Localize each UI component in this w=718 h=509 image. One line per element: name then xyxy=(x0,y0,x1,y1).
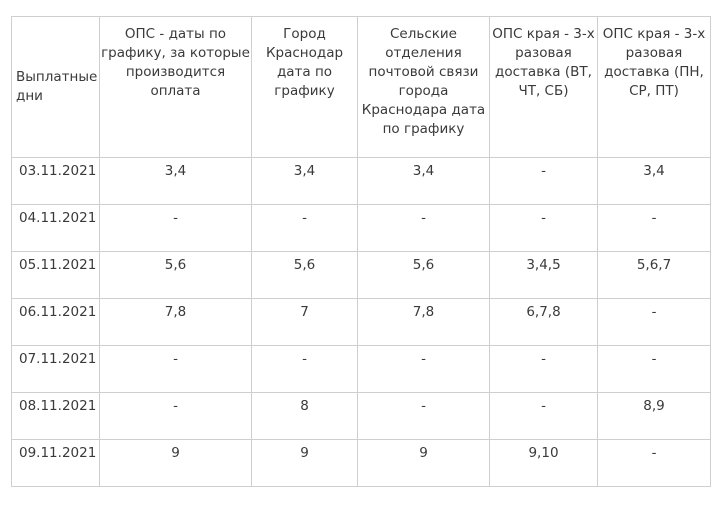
header-ops-dates: ОПС - даты по графику, за которые производится оплата xyxy=(100,17,252,158)
table-cell: - xyxy=(490,346,598,393)
table-cell: - xyxy=(598,440,711,487)
table-cell: 5,6 xyxy=(252,252,358,299)
table-row xyxy=(12,346,711,393)
table-cell: 7,8 xyxy=(100,299,252,346)
table-row xyxy=(12,252,711,299)
cell-date: 03.11.2021 xyxy=(12,158,100,205)
header-payment-days: Выплатные дни xyxy=(12,17,100,158)
table-cell: 9 xyxy=(252,440,358,487)
table-cell: - xyxy=(100,205,252,252)
cell-date: 04.11.2021 xyxy=(12,205,100,252)
table-cell: 5,6,7 xyxy=(598,252,711,299)
table-cell: - xyxy=(358,393,490,440)
table-cell: - xyxy=(490,158,598,205)
table-cell: - xyxy=(100,393,252,440)
table-cell: 8 xyxy=(252,393,358,440)
table-cell: - xyxy=(100,346,252,393)
header-rural-offices: Сельские отделения почтовой связи города Краснодара дата по графику xyxy=(358,17,490,158)
table-cell: 5,6 xyxy=(100,252,252,299)
table-row xyxy=(12,205,711,252)
table-cell: - xyxy=(490,393,598,440)
table-cell: - xyxy=(358,205,490,252)
table-cell: - xyxy=(252,346,358,393)
payment-schedule-table xyxy=(11,16,711,487)
table-cell: 3,4 xyxy=(100,158,252,205)
table-cell: 3,4 xyxy=(598,158,711,205)
cell-date: 05.11.2021 xyxy=(12,252,100,299)
table-cell: - xyxy=(598,205,711,252)
table-cell: 3,4,5 xyxy=(490,252,598,299)
table-cell: - xyxy=(490,205,598,252)
cell-date: 08.11.2021 xyxy=(12,393,100,440)
table-row xyxy=(12,158,711,205)
table-row xyxy=(12,440,711,487)
table-cell: 3,4 xyxy=(358,158,490,205)
header-region-tue-thu-sat: ОПС края - 3-х разовая доставка (ВТ, ЧТ, СБ) xyxy=(490,17,598,158)
table-cell: - xyxy=(598,299,711,346)
table-header-row xyxy=(12,17,711,158)
table-cell: 9 xyxy=(100,440,252,487)
table-cell: 8,9 xyxy=(598,393,711,440)
table-cell: - xyxy=(598,346,711,393)
cell-date: 07.11.2021 xyxy=(12,346,100,393)
table-cell: - xyxy=(252,205,358,252)
header-krasnodar-city: Город Краснодар дата по графику xyxy=(252,17,358,158)
header-region-mon-wed-fri: ОПС края - 3-х разовая доставка (ПН, СР, ПТ) xyxy=(598,17,711,158)
table-cell: 7 xyxy=(252,299,358,346)
table-cell: 6,7,8 xyxy=(490,299,598,346)
cell-date: 06.11.2021 xyxy=(12,299,100,346)
table-cell: 9 xyxy=(358,440,490,487)
cell-date: 09.11.2021 xyxy=(12,440,100,487)
table-cell: - xyxy=(358,346,490,393)
table-cell: 9,10 xyxy=(490,440,598,487)
table-row xyxy=(12,299,711,346)
table-cell: 3,4 xyxy=(252,158,358,205)
table-cell: 5,6 xyxy=(358,252,490,299)
table-cell: 7,8 xyxy=(358,299,490,346)
table-row xyxy=(12,393,711,440)
